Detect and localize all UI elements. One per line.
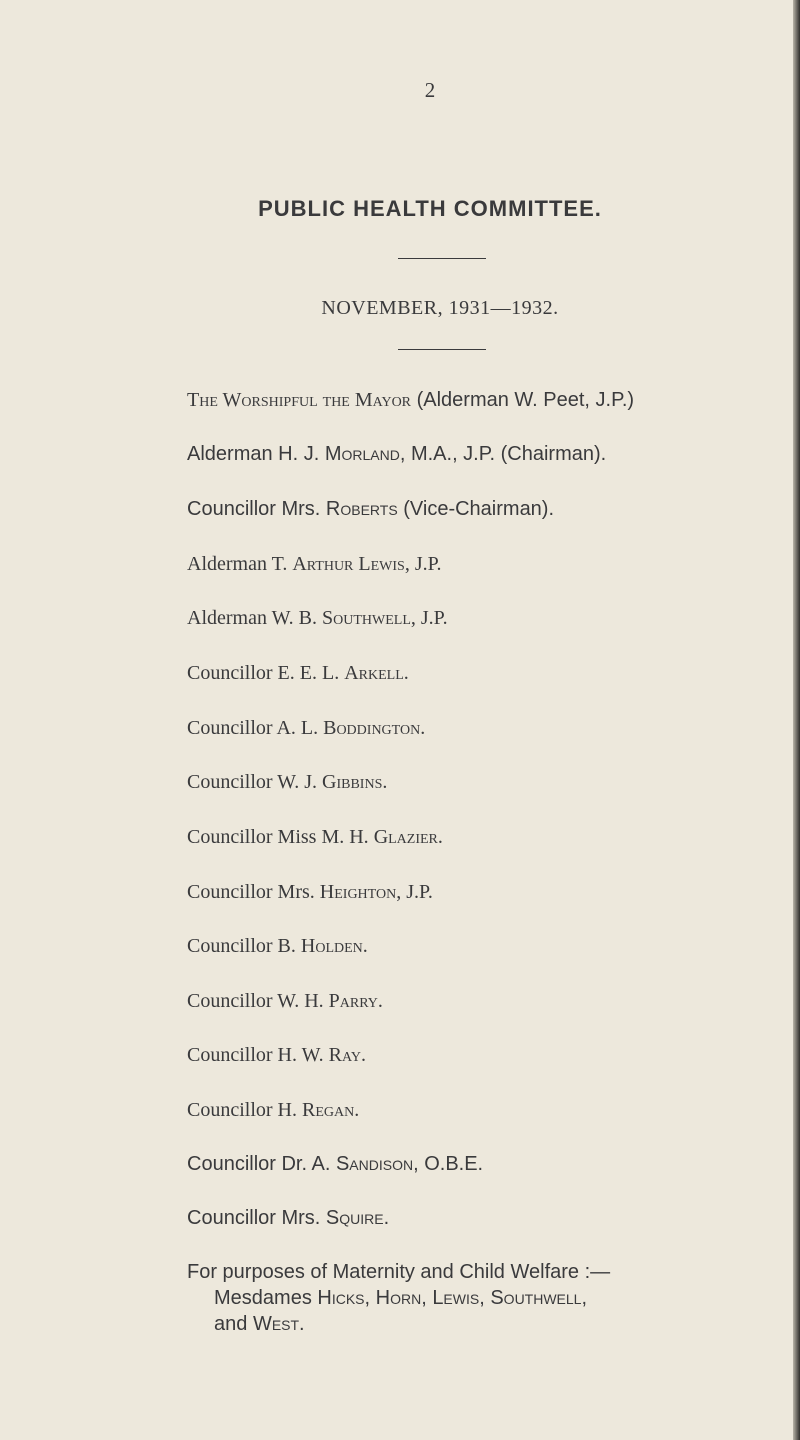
member-entry <box>187 497 554 521</box>
member-surname: Parry <box>328 990 378 1012</box>
note-name: Southwell <box>490 1287 582 1309</box>
note-final-line <box>187 1312 610 1336</box>
member-suffix: , J.P. <box>396 881 433 903</box>
member-suffix: (Vice-Chairman). <box>397 498 555 520</box>
member-surname: Heighton <box>319 881 397 903</box>
member-suffix: , J.P. <box>410 607 448 629</box>
member-entry <box>187 661 409 685</box>
member-entry <box>187 989 383 1013</box>
member-entry <box>187 934 368 958</box>
member-suffix: . <box>403 662 409 684</box>
note-end: . <box>299 1313 305 1335</box>
member-prefix: Councillor Mrs. <box>187 1207 326 1229</box>
note-joiner: and <box>214 1313 253 1335</box>
divider-rule-top <box>398 258 486 259</box>
note-name: Lewis <box>432 1287 480 1309</box>
member-surname: Holden <box>300 935 363 957</box>
member-prefix: Alderman T. <box>187 553 293 575</box>
member-entry <box>187 825 443 849</box>
member-prefix: Councillor Mrs. <box>187 498 326 520</box>
member-prefix: Councillor A. L. <box>187 717 324 739</box>
divider-rule-bottom <box>398 349 486 350</box>
member-prefix: Councillor Mrs. <box>187 881 320 903</box>
member-entry <box>187 606 448 630</box>
member-suffix: , O.B.E. <box>413 1153 484 1175</box>
member-surname: Squire <box>325 1207 384 1229</box>
member-suffix: . <box>377 990 383 1012</box>
member-prefix: Councillor Dr. A. <box>187 1153 336 1175</box>
note-name: West <box>252 1313 300 1335</box>
committee-period: NOVEMBER, 1931—1932. <box>321 297 559 319</box>
member-entry <box>187 1043 366 1067</box>
member-suffix: (Alderman W. Peet, J.P.) <box>411 389 635 411</box>
note-name: Hicks <box>317 1287 365 1309</box>
member-suffix: , J.P. <box>404 553 442 575</box>
member-prefix: Councillor H. <box>187 1099 302 1121</box>
member-surname: Southwell <box>322 607 411 629</box>
member-entry <box>187 770 387 794</box>
member-prefix: Councillor E. E. L. <box>187 662 345 684</box>
member-prefix: Councillor W. H. <box>187 990 329 1012</box>
member-surname: Regan <box>302 1099 355 1121</box>
member-prefix: Councillor Miss M. H. <box>187 826 374 848</box>
member-surname: Sandison <box>335 1153 414 1175</box>
member-surname: Morland <box>324 443 400 465</box>
member-prefix: Councillor H. W. <box>187 1044 329 1066</box>
member-suffix: . <box>437 826 443 848</box>
member-entry-mayor <box>187 388 634 412</box>
member-prefix: The Worshipful the Mayor <box>187 389 412 411</box>
member-entry <box>187 1152 483 1176</box>
member-entry <box>187 1098 359 1122</box>
page-number: 2 <box>424 78 436 102</box>
member-suffix: . <box>354 1099 360 1121</box>
member-surname: Glazier <box>373 826 438 848</box>
member-suffix: . <box>382 771 388 793</box>
member-surname: Boddington <box>323 717 421 739</box>
member-surname: Roberts <box>325 498 398 520</box>
member-suffix: . <box>362 935 368 957</box>
committee-heading: PUBLIC HEALTH COMMITTEE. <box>258 196 602 221</box>
maternity-welfare-note <box>187 1260 610 1336</box>
member-prefix: Alderman H. J. <box>187 443 325 465</box>
member-suffix: . <box>420 717 426 739</box>
member-suffix: . <box>383 1207 390 1229</box>
member-entry <box>187 1206 389 1230</box>
member-entry <box>187 442 606 466</box>
member-suffix: . <box>360 1044 366 1066</box>
note-name: Horn <box>375 1287 422 1309</box>
member-surname: Arthur Lewis <box>292 553 405 575</box>
member-entry <box>187 552 442 576</box>
member-surname: Arkell <box>344 662 404 684</box>
note-names-line: Mesdames Hicks, Horn, Lewis, Southwell, <box>214 1287 588 1309</box>
note-intro: For purposes of Maternity and Child Welfare :— <box>187 1261 611 1283</box>
member-entry <box>187 880 433 904</box>
member-prefix: Alderman W. B. <box>187 607 322 629</box>
member-prefix: Councillor B. <box>187 935 301 957</box>
member-suffix: , M.A., J.P. (Chairman). <box>399 443 607 465</box>
member-surname: Gibbins <box>322 771 383 793</box>
member-surname: Ray <box>328 1044 361 1066</box>
member-entry <box>187 716 425 740</box>
note-mesdames: Mesdames <box>214 1287 318 1309</box>
member-prefix: Councillor W. J. <box>187 771 323 793</box>
